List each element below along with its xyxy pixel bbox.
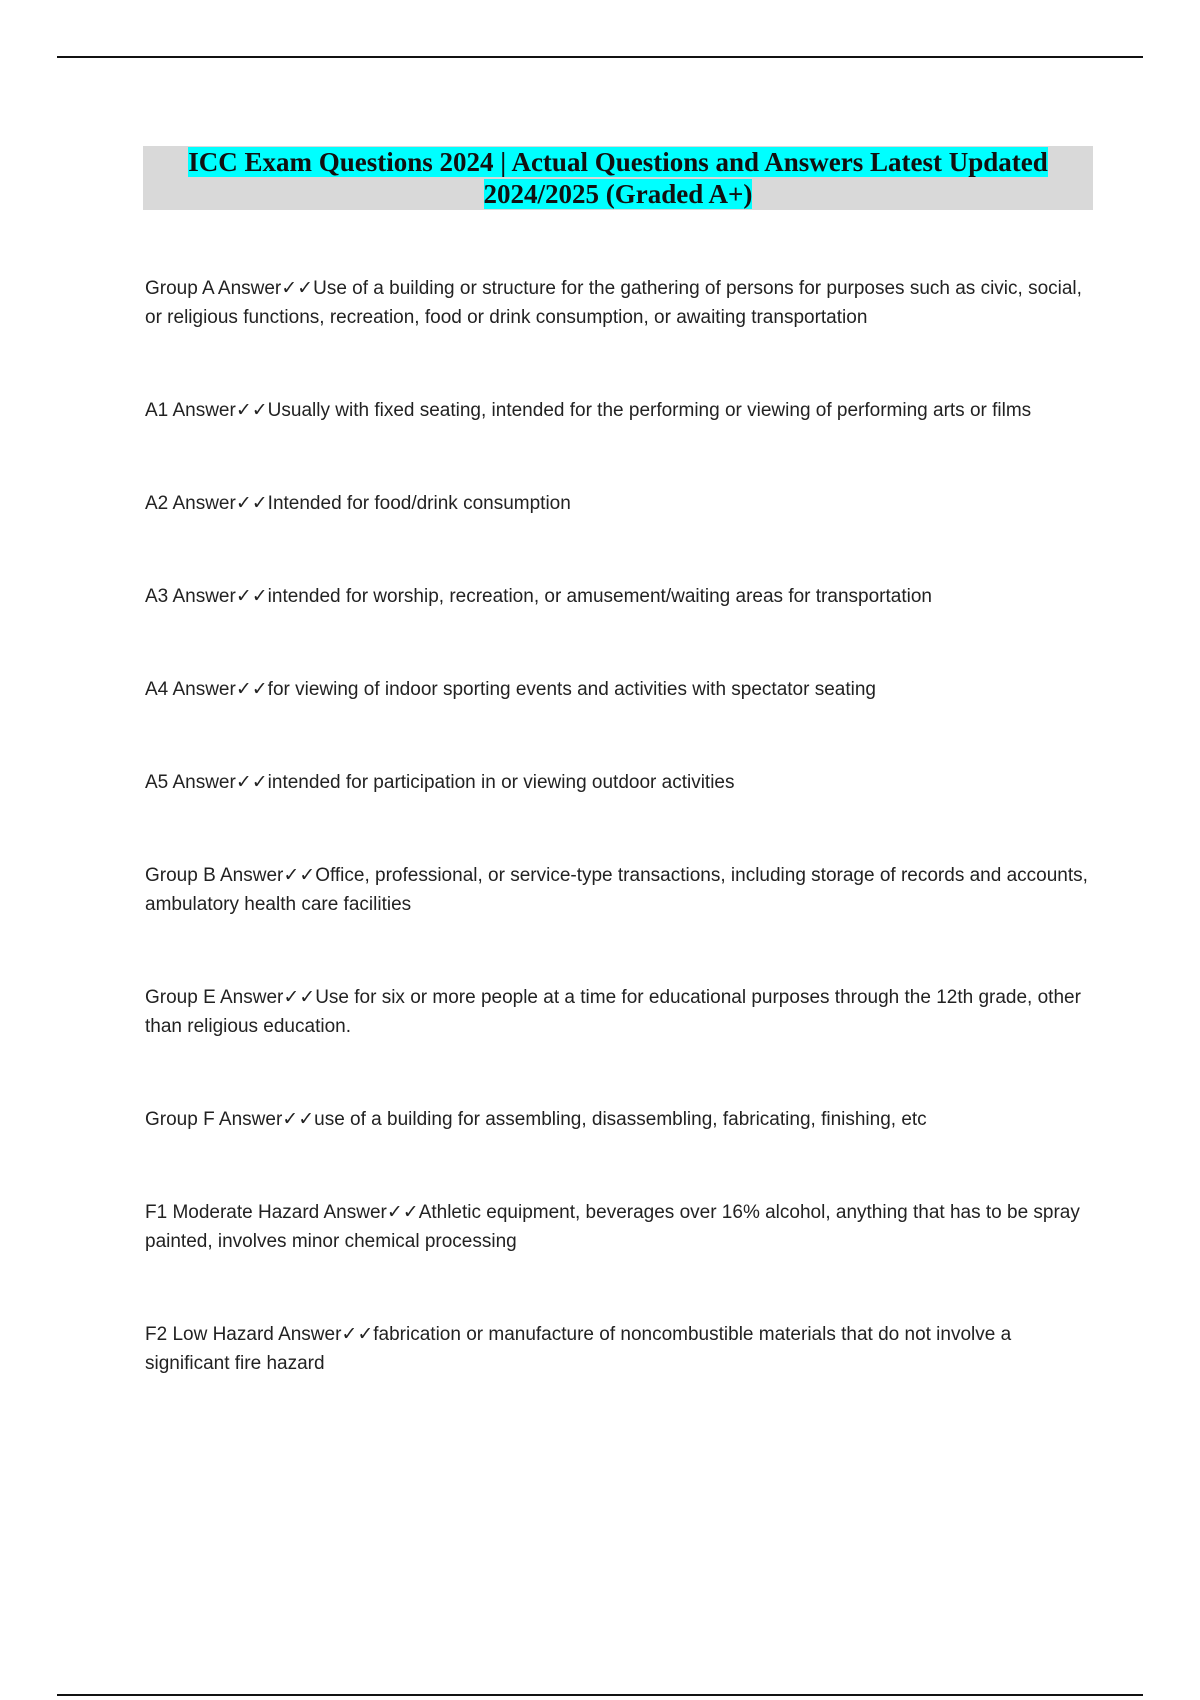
document-title: [143, 146, 1093, 210]
top-rule: [57, 56, 1143, 58]
check-icon: ✓✓: [283, 865, 316, 886]
check-icon: ✓✓: [235, 679, 268, 700]
check-icon: ✓✓: [235, 586, 268, 607]
check-icon: ✓✓: [283, 987, 316, 1008]
qa-item: A1 Answer✓✓Usually with fixed seating, intended for the performing or viewing of performing arts or films: [145, 400, 1032, 421]
check-icon: ✓✓: [281, 278, 314, 299]
title-line-1: ICC Exam Questions 2024 | Actual Questions and Answers Latest Updated: [188, 147, 1048, 177]
check-icon: ✓✓: [235, 400, 268, 421]
qa-item: Group A Answer✓✓Use of a building or structure for the gathering of persons for purposes such as civic, social, or religious functions, recreation, food or drink consumption, or awaiting transportation: [145, 278, 1082, 328]
qa-item: Group B Answer✓✓Office, professional, or service-type transactions, including storage of records and accounts, ambulatory health care facilities: [145, 865, 1088, 915]
check-icon: ✓✓: [282, 1109, 315, 1130]
qa-item: A5 Answer✓✓intended for participation in or viewing outdoor activities: [145, 772, 735, 793]
qa-item: Group E Answer✓✓Use for six or more people at a time for educational purposes through the 12th grade, other than religious education.: [145, 987, 1081, 1037]
qa-item: A2 Answer✓✓Intended for food/drink consumption: [145, 493, 571, 514]
check-icon: ✓✓: [235, 493, 268, 514]
qa-item: F1 Moderate Hazard Answer✓✓Athletic equipment, beverages over 16% alcohol, anything that has to be spray painted, involves minor chemical processing: [145, 1202, 1080, 1252]
qa-item: A3 Answer✓✓intended for worship, recreation, or amusement/waiting areas for transportation: [145, 586, 932, 607]
bottom-rule: [57, 1694, 1143, 1696]
title-line-2: 2024/2025 (Graded A+): [483, 179, 753, 209]
qa-item: A4 Answer✓✓for viewing of indoor sporting events and activities with spectator seating: [145, 679, 876, 700]
check-icon: ✓✓: [386, 1202, 419, 1223]
check-icon: ✓✓: [235, 772, 268, 793]
check-icon: ✓✓: [341, 1324, 374, 1345]
qa-item: F2 Low Hazard Answer✓✓fabrication or manufacture of noncombustible materials that do not involve a significant fire hazard: [145, 1324, 1012, 1374]
qa-list: [145, 274, 1095, 1378]
qa-item: Group F Answer✓✓use of a building for assembling, disassembling, fabricating, finishing, etc: [145, 1109, 927, 1130]
